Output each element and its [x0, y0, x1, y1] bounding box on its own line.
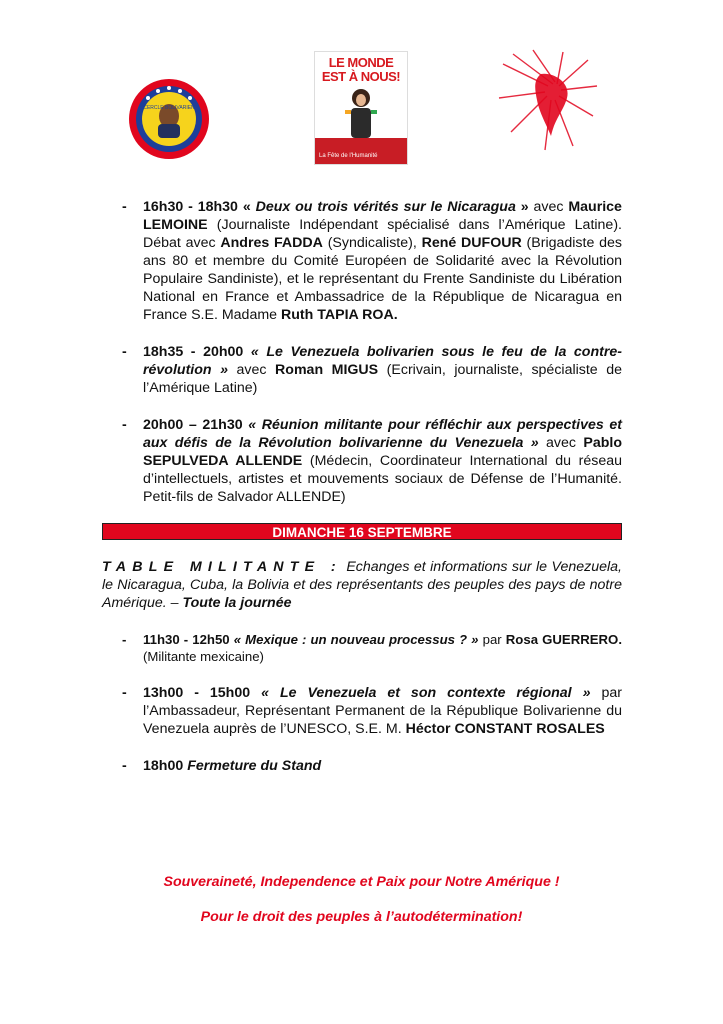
speaker-desc: l’Ambassadeur, Représentant Permanent de la République Bolivarienne du Venezuela auprès de l’UNESCO, S.E. M.	[143, 703, 622, 737]
list-item	[102, 343, 622, 397]
speaker-name: Roman MIGUS	[275, 362, 379, 378]
item-avec: avec	[236, 362, 267, 378]
list-dash: -	[122, 632, 127, 647]
speaker-name: Andres FADDA	[220, 235, 323, 251]
list-item	[102, 631, 622, 665]
list-item	[102, 198, 622, 324]
poster-person-icon	[345, 88, 377, 138]
day-banner: DIMANCHE 16 SEPTEMBRE	[102, 523, 622, 540]
item-time: 18h00	[143, 758, 184, 774]
speaker-name: Maurice LEMOINE	[143, 199, 622, 233]
item-title: « Mexique : un nouveau processus ? »	[233, 632, 479, 647]
speaker-desc: (Syndicaliste),	[327, 235, 417, 251]
item-avec: avec	[546, 435, 576, 451]
speaker-name: Ruth TAPIA ROA.	[281, 307, 398, 323]
list-item	[102, 684, 622, 738]
item-par: par	[482, 632, 502, 647]
table-militante	[102, 558, 622, 612]
poster-caption: La Fête de l'Humanité	[319, 153, 378, 159]
item-title: « Le Venezuela et son contexte régional »	[261, 685, 591, 701]
item-time: 20h00 – 21h30	[143, 417, 243, 433]
item-time: 18h35 - 20h00	[143, 344, 244, 360]
list-dash: -	[122, 417, 127, 433]
table-militante-text: Echanges et informations sur le Venezuela, le Nicaragua, Cuba, la Bolivia et des représentants des peuples des pays de notre Amérique. –	[102, 559, 622, 611]
table-militante-label: TABLE MILITANTE :	[102, 559, 342, 575]
list-dash: -	[122, 685, 127, 701]
speaker-desc: (Ecrivain, journaliste, spécialiste de l’Amérique Latine)	[143, 362, 622, 396]
list-dash: -	[122, 344, 127, 360]
item-par: par	[601, 685, 622, 701]
slogan-self-determination: Pour le droit des peuples à l’autodétermination!	[200, 909, 523, 925]
item-title: « Réunion militante pour réfléchir aux perspectives et aux défis de la Révolution bolivarienne du Venezuela »	[143, 417, 622, 451]
table-militante-emph: Toute la journée	[182, 595, 292, 611]
speaker-desc: (Médecin, Coordinateur International du réseau d’intellectuels, artistes et mouvements sociaux de Défense de l’Humanité. Petit-fils de Salvador ALLENDE)	[143, 453, 622, 505]
logo-left-text: CERCLE BOLIVARIEN	[143, 105, 195, 111]
speaker-desc: (Journaliste Indépendant spécialisé dans l’Amérique Latine). Débat avec	[143, 217, 622, 251]
list-item	[102, 416, 622, 506]
list-dash: -	[122, 758, 127, 774]
bolivarian-circle-logo-icon	[128, 78, 210, 160]
speaker-name: Héctor CONSTANT ROSALES	[405, 721, 605, 737]
slogan-sovereignty: Souveraineté, Independence et Paix pour Notre Amérique !	[163, 874, 560, 890]
latin-america-map-logo-icon	[493, 46, 603, 156]
speaker-name: Pablo SEPULVEDA ALLENDE	[143, 435, 622, 469]
speaker-desc: (Militante mexicaine)	[143, 649, 264, 664]
program-content	[102, 198, 622, 794]
speaker-name: René DUFOUR	[421, 235, 522, 251]
quote-open: «	[242, 199, 251, 215]
speaker-name: Rosa GUERRERO.	[505, 632, 622, 647]
poster-banner	[315, 138, 407, 164]
quote-close: »	[520, 199, 529, 215]
item-time: 16h30 - 18h30	[143, 199, 238, 215]
item-title: « Le Venezuela bolivarien sous le feu de la contre-révolution »	[143, 344, 622, 378]
list-item	[102, 757, 622, 775]
logo-row	[0, 46, 723, 176]
item-avec: avec	[533, 199, 564, 215]
list-dash: -	[122, 199, 127, 215]
fete-humanite-poster-icon	[314, 51, 408, 165]
item-time: 13h00 - 15h00	[143, 685, 251, 701]
item-title: Deux ou trois vérités sur le Nicaragua	[255, 199, 516, 215]
item-time: 11h30 - 12h50	[143, 632, 230, 647]
poster-title: LE MONDE EST À NOUS!	[321, 55, 401, 84]
speaker-desc: (Brigadiste des ans 80 et membre du Comité Européen de Solidarité avec la Révolution Populaire Sandiniste), et le représentant du Frente Sandiniste du Libération National en France et Ambassadrice de la République de Nicaragua en France S.E. Madame	[143, 235, 622, 323]
item-title: Fermeture du Stand	[187, 758, 322, 774]
